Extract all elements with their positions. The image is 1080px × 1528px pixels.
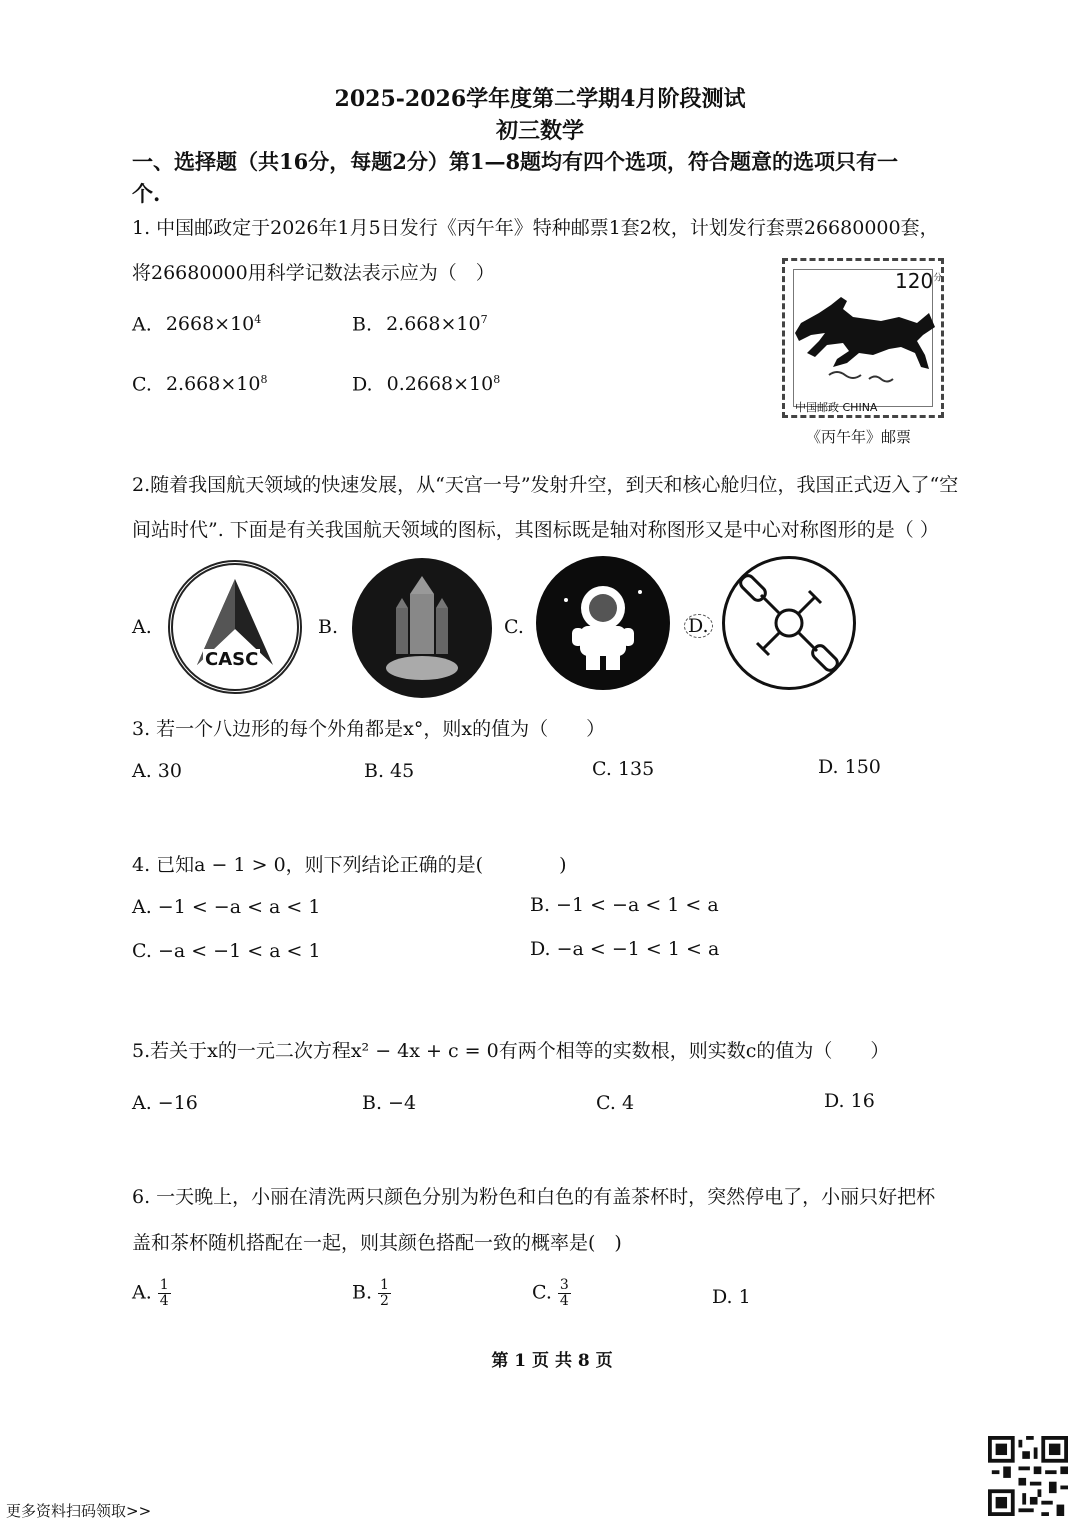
q3-option-a: A. 30 [132, 760, 182, 782]
horse-icon [789, 283, 939, 393]
q5-option-b: B. −4 [362, 1092, 417, 1114]
q4-option-a: A. −1 < −a < a < 1 [132, 896, 321, 918]
q5-stem: 5.若关于x的一元二次方程x² − 4x + c = 0有两个相等的实数根，则实数c的值为（ ） [132, 1040, 890, 1062]
q2-label-c: C. [504, 616, 524, 638]
q2-stem-line2: 间站时代”. 下面是有关我国航天领域的图标，其图标既是轴对称图形又是中心对称图形的是（ ） [132, 519, 939, 541]
q4-option-b: B. −1 < −a < 1 < a [530, 894, 719, 916]
q4-stem: 4. 已知a − 1 > 0，则下列结论正确的是( ) [132, 854, 567, 876]
q3-option-c: C. 135 [592, 758, 655, 780]
q2-label-a: A. [132, 616, 152, 638]
q2-label-b: B. [318, 616, 339, 638]
more-resources-link[interactable]: 更多资料扫码领取>> [6, 1502, 152, 1520]
casc-text: CASC [205, 649, 259, 670]
q6-stem-line1: 6. 一天晚上，小丽在清洗两只颜色分别为粉色和白色的有盖茶杯时，突然停电了，小丽只好把杯 [132, 1186, 936, 1208]
q4-option-c: C. −a < −1 < a < 1 [132, 940, 321, 962]
astronaut-icon [536, 556, 670, 690]
q2-label-d: D. [684, 614, 713, 638]
q5-option-a: A. −16 [132, 1092, 198, 1114]
q1-option-a: A. $2668\times 10^4$ [132, 313, 262, 336]
fraction: $\frac{3}{4}$ [559, 1277, 569, 1309]
casc-arrow-icon [173, 565, 297, 689]
stamp-country: 中国邮政 CHINA [795, 401, 878, 414]
q6-stem-line2: 盖和茶杯随机搭配在一起，则其颜色搭配一致的概率是( ) [132, 1232, 622, 1254]
q5-option-d: D. 16 [824, 1090, 875, 1112]
stamp-value: $120^分$ [895, 269, 943, 293]
q6-option-d: D. 1 [712, 1286, 751, 1308]
q1-stem-line1: 1. 中国邮政定于2026年1月5日发行《丙午年》特种邮票1套2枚，计划发行套票26680000套， [132, 217, 939, 239]
logo-a-casc [168, 560, 302, 694]
section-heading-line1: 一、选择题（共16分，每题2分）第1—8题均有四个选项，符合题意的选项只有一 [132, 149, 899, 174]
qr-code-icon[interactable] [988, 1436, 1068, 1516]
q6-option-c: C. $\frac{3}{4}$ [532, 1277, 569, 1309]
page-number: 第 1 页 共 8 页 [491, 1351, 613, 1371]
q1-stem-line2: 将26680000用科学记数法表示应为（ ） [132, 262, 495, 284]
q6-option-b: B. $\frac{1}{2}$ [352, 1277, 389, 1309]
rocket-icon [352, 558, 492, 698]
q1-option-b: B. $2.668\times 10^7$ [352, 313, 488, 336]
q6-option-a: A. $\frac{1}{4}$ [132, 1277, 169, 1309]
q1-option-d: D. $0.2668\times 10^8$ [352, 373, 501, 396]
exam-subtitle: 初三数学 [495, 118, 584, 144]
space-station-icon [725, 559, 853, 687]
q3-stem: 3. 若一个八边形的每个外角都是x°，则x的值为（ ） [132, 718, 606, 740]
q3-option-b: B. 45 [364, 760, 415, 782]
q3-option-d: D. 150 [818, 756, 881, 778]
stamp-caption: 《丙午年》邮票 [806, 428, 912, 446]
fraction: $\frac{1}{4}$ [159, 1277, 169, 1309]
stamp-image [782, 258, 944, 418]
section-heading-line2: 个. [132, 181, 161, 206]
q4-option-d: D. −a < −1 < 1 < a [530, 938, 720, 960]
logo-d-station [722, 556, 856, 690]
logo-c-astronaut [536, 556, 670, 690]
fraction: $\frac{1}{2}$ [380, 1277, 389, 1309]
logo-b-rocket [352, 558, 492, 698]
q5-option-c: C. 4 [596, 1092, 635, 1114]
q1-option-c: C. $2.668\times 10^8$ [132, 373, 268, 396]
q2-stem-line1: 2.随着我国航天领域的快速发展，从“天宫一号”发射升空，到天和核心舱归位，我国正式迈入了“空 [132, 474, 959, 496]
exam-title: 2025-2026学年度第二学期4月阶段测试 [334, 86, 746, 112]
